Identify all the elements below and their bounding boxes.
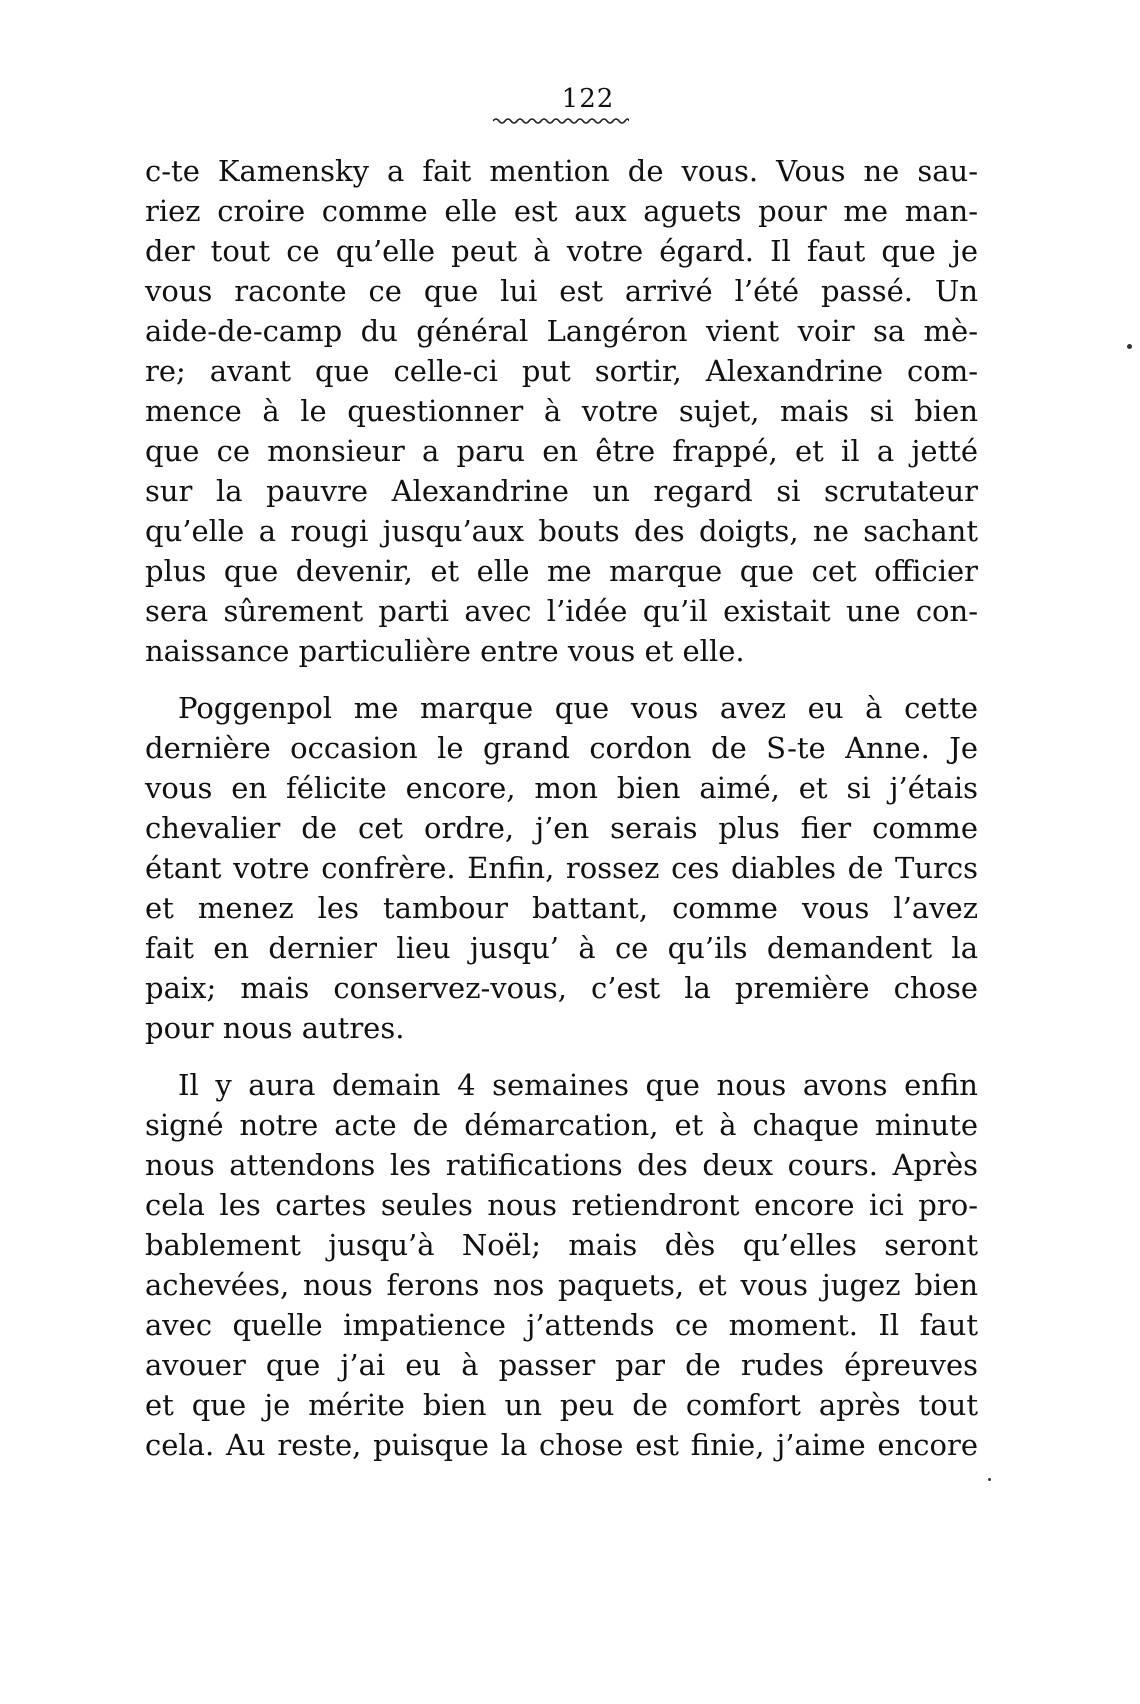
decorative-wavy-rule (493, 116, 629, 126)
text-line: et menez les tambour battant, comme vous l’avez (145, 891, 978, 925)
text-line: étant votre confrère. Enfin, rossez ces diables de Turcs (145, 851, 978, 885)
paragraph (145, 1065, 978, 1465)
text-line: aide-de-camp du général Langéron vient voir sa mè- (145, 314, 978, 348)
page-number: 122 (561, 84, 615, 114)
text-line: bablement jusqu’à Noël; mais dès qu’elles seront (145, 1228, 978, 1262)
text-line: vous en félicite encore, mon bien aimé, et si j’étais (145, 771, 978, 805)
text-line: que ce monsieur a paru en être frappé, et il a jetté (145, 434, 978, 468)
text-line: plus que devenir, et elle me marque que cet officier (145, 554, 978, 588)
text-line: et que je mérite bien un peu de comfort après tout (145, 1388, 978, 1422)
text-line: sur la pauvre Alexandrine un regard si scrutateur (145, 474, 978, 508)
text-line: vous raconte ce que lui est arrivé l’été passé. Un (145, 274, 978, 308)
scan-speck (1127, 344, 1132, 349)
text-line: c-te Kamensky a fait mention de vous. Vous ne sau- (145, 154, 978, 188)
text-line: fait en dernier lieu jusqu’ à ce qu’ils demandent la (145, 931, 978, 965)
text-line: avec quelle impatience j’attends ce moment. Il faut (145, 1308, 978, 1342)
text-line: riez croire comme elle est aux aguets pour me man- (145, 194, 978, 228)
text-line: Poggenpol me marque que vous avez eu à cette (178, 691, 978, 725)
text-line: paix; mais conservez-vous, c’est la première chose (145, 971, 978, 1005)
text-line: re; avant que celle-ci put sortir, Alexandrine com- (145, 354, 978, 388)
text-line: der tout ce qu’elle peut à votre égard. Il faut que je (145, 234, 978, 268)
text-line: cela les cartes seules nous retiendront encore ici pro- (145, 1188, 978, 1222)
paragraph (145, 688, 978, 1048)
text-line: avouer que j’ai eu à passer par de rudes épreuves (145, 1348, 978, 1382)
text-line: chevalier de cet ordre, j’en serais plus fier comme (145, 811, 978, 845)
text-line: Il y aura demain 4 semaines que nous avons enfin (178, 1068, 978, 1102)
text-line: naissance particulière entre vous et elle. (145, 634, 745, 668)
text-line: signé notre acte de démarcation, et à chaque minute (145, 1108, 978, 1142)
text-line: qu’elle a rougi jusqu’aux bouts des doigts, ne sachant (145, 514, 978, 548)
text-line: nous attendons les ratifications des deux cours. Après (145, 1148, 978, 1182)
text-line: pour nous autres. (145, 1011, 405, 1045)
text-line: dernière occasion le grand cordon de S-te Anne. Je (145, 731, 978, 765)
page-body (145, 151, 978, 1465)
text-line: sera sûrement parti avec l’idée qu’il existait une con- (145, 594, 978, 628)
text-line: cela. Au reste, puisque la chose est finie, j’aime encore (145, 1428, 978, 1462)
text-line: mence à le questionner à votre sujet, mais si bien (145, 394, 978, 428)
page-header (0, 84, 1140, 126)
paragraph (145, 151, 978, 671)
scan-speck (988, 1478, 991, 1481)
text-line: achevées, nous ferons nos paquets, et vous jugez bien (145, 1268, 978, 1302)
